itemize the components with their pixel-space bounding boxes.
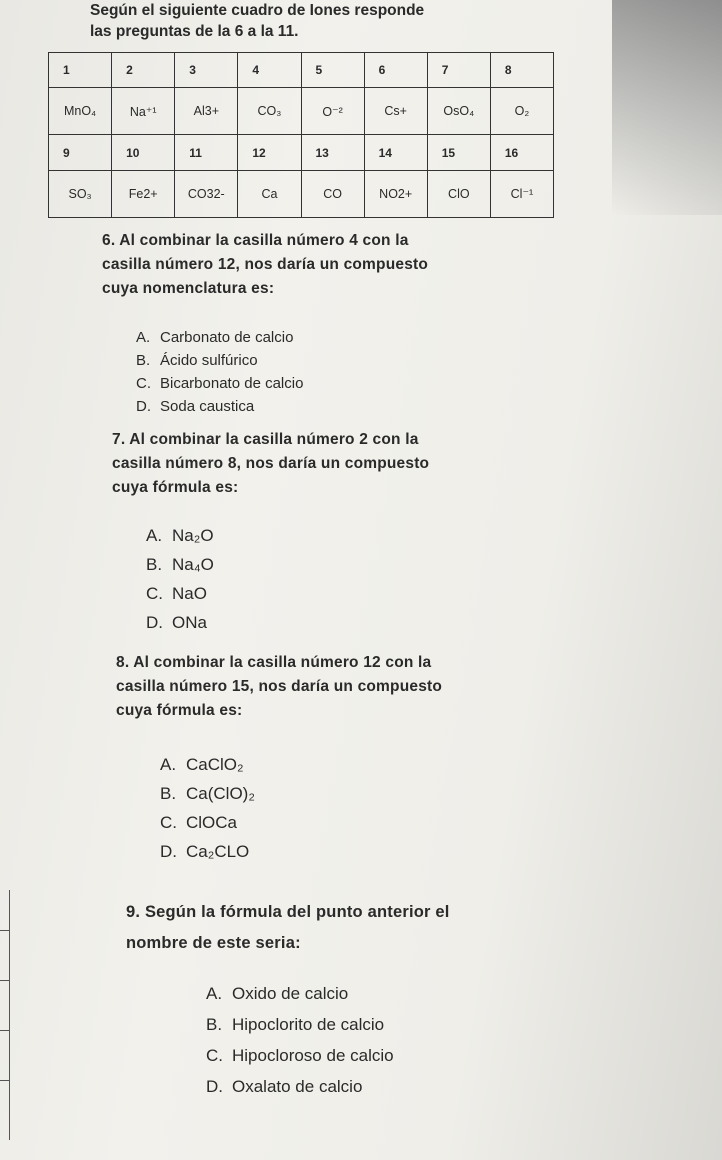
instructions-line-2: las preguntas de la 6 a la 11. — [90, 23, 299, 40]
ion-table — [48, 52, 554, 218]
background-shadow — [612, 0, 722, 215]
cell-ion: NO2+ — [364, 170, 427, 217]
option-d[interactable]: D. Ca₂CLO — [160, 842, 250, 861]
cell-number: 1 — [49, 53, 112, 88]
option-b[interactable]: B. Ca(ClO)₂ — [160, 784, 255, 803]
question-8-options — [160, 750, 255, 866]
option-b[interactable]: B. Na₄O — [146, 555, 214, 574]
margin-marks — [0, 890, 12, 1160]
cell-number: 3 — [175, 53, 238, 88]
cell-ion: CO₃ — [238, 88, 301, 135]
option-a[interactable]: A. Carbonato de calcio — [136, 329, 294, 346]
option-c[interactable]: C. Bicarbonato de calcio — [136, 375, 304, 392]
cell-number: 16 — [490, 135, 553, 170]
option-d[interactable]: D. ONa — [146, 613, 207, 632]
table-row-numbers-2 — [49, 135, 554, 170]
question-line: casilla número 15, nos daría un compuesto — [116, 678, 443, 695]
question-6 — [102, 229, 428, 301]
cell-ion: Cs+ — [364, 88, 427, 135]
cell-number: 12 — [238, 135, 301, 170]
question-line: cuya fórmula es: — [116, 702, 243, 719]
cell-ion: Al3+ — [175, 88, 238, 135]
cell-ion: Cl⁻¹ — [490, 170, 553, 217]
option-c[interactable]: C. Hipocloroso de calcio — [206, 1046, 394, 1065]
instructions-line-1: Según el siguiente cuadro de Iones responde — [90, 2, 425, 19]
table-row-numbers-1 — [49, 53, 554, 88]
option-b[interactable]: B. Hipoclorito de calcio — [206, 1015, 385, 1034]
option-d[interactable]: D. Oxalato de calcio — [206, 1077, 363, 1096]
question-8 — [116, 651, 442, 723]
question-line: 9. Según la fórmula del punto anterior el — [126, 903, 450, 921]
cell-ion: O₂ — [490, 88, 553, 135]
cell-ion: OsO₄ — [427, 88, 490, 135]
cell-number: 11 — [175, 135, 238, 170]
cell-ion: Ca — [238, 170, 301, 217]
cell-number: 9 — [49, 135, 112, 170]
cell-number: 6 — [364, 53, 427, 88]
cell-ion: O⁻² — [301, 88, 364, 135]
cell-ion: CO — [301, 170, 364, 217]
cell-ion: MnO₄ — [49, 88, 112, 135]
question-line: 8. Al combinar la casilla número 12 con la — [116, 654, 432, 671]
question-7-options — [146, 521, 214, 637]
option-c[interactable]: C. NaO — [146, 584, 207, 603]
table-row-ions-2 — [49, 170, 554, 217]
cell-number: 5 — [301, 53, 364, 88]
option-b[interactable]: B. Ácido sulfúrico — [136, 352, 258, 369]
question-9-options — [206, 978, 394, 1102]
cell-ion: ClO — [427, 170, 490, 217]
cell-number: 14 — [364, 135, 427, 170]
question-line: casilla número 12, nos daría un compuesto — [102, 256, 429, 273]
cell-ion: Na⁺¹ — [112, 88, 175, 135]
option-d[interactable]: D. Soda caustica — [136, 398, 255, 415]
cell-number: 2 — [112, 53, 175, 88]
cell-ion: Fe2+ — [112, 170, 175, 217]
option-c[interactable]: C. ClOCa — [160, 813, 238, 832]
cell-ion: CO32- — [175, 170, 238, 217]
question-line: cuya fórmula es: — [112, 479, 239, 496]
option-a[interactable]: A. Oxido de calcio — [206, 984, 349, 1003]
cell-number: 4 — [238, 53, 301, 88]
question-line: casilla número 8, nos daría un compuesto — [112, 455, 430, 472]
cell-number: 13 — [301, 135, 364, 170]
question-line: cuya nomenclatura es: — [102, 280, 275, 297]
cell-number: 10 — [112, 135, 175, 170]
question-7 — [112, 428, 429, 500]
cell-number: 7 — [427, 53, 490, 88]
option-a[interactable]: A. Na₂O — [146, 526, 214, 545]
cell-number: 8 — [490, 53, 553, 88]
cell-ion: SO₃ — [49, 170, 112, 217]
cell-number: 15 — [427, 135, 490, 170]
question-line: 7. Al combinar la casilla número 2 con la — [112, 431, 419, 448]
question-line: nombre de este seria: — [126, 934, 301, 952]
question-9 — [126, 897, 450, 959]
table-row-ions-1 — [49, 88, 554, 135]
question-line: 6. Al combinar la casilla número 4 con la — [102, 232, 409, 249]
option-a[interactable]: A. CaClO₂ — [160, 755, 244, 774]
instructions — [90, 0, 424, 42]
question-6-options — [136, 326, 303, 418]
